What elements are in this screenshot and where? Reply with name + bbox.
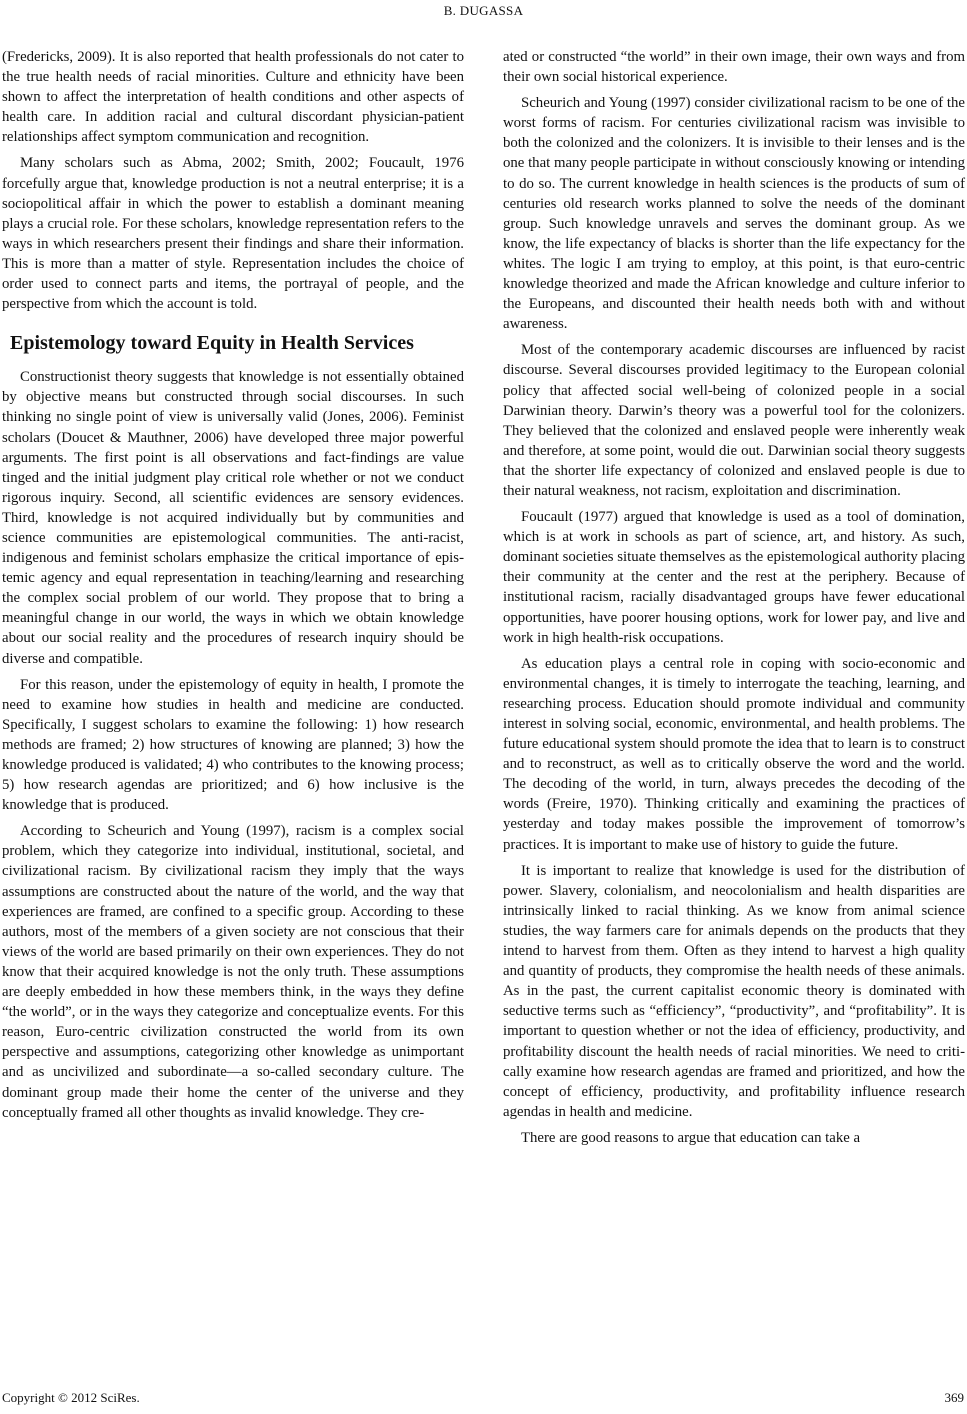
- paragraph: ated or constructed “the world” in their own image, their own ways and from their own social historical experience.: [503, 49, 965, 86]
- paragraph: Constructionist theory suggests that knowledge is not essentially obtained by objective means but constructed through social discourses. In such thinking no single point of view is universally valid (Jones, 2006). Feminist scholars (Doucet & Mauthner, 2006) have developed three major powerful arguments. The first point is all observations and fact-findings are value tinged and the initial judgment play critical role whether or not we conduct rigorous inquiry. Second, all scientific evidences are sensory evidences. Third, knowledge is not acquired individually but by communities and science communities are epistemological communities. The anti-racist, indigenous and feminist scholars emphasize the critical importance of epistemic agency and equal representation in teaching/learning and researching the complex social problem of our world. They propose that to bring a meaningful change in our world, the ways in which we obtain knowledge about our social reality and the procedures of research inquiry should be diverse and compatible.: [2, 369, 464, 667]
- section-heading: Epistemology toward Equity in Health Services: [10, 332, 414, 355]
- paragraph: Many scholars such as Abma, 2002; Smith, 2002; Foucault, 1976 forcefully argue that, knowledge production is not a neutral enterprise; it is a sociopolitical affair in which the power to establish a dominant meaning plays a crucial role. For these scholars, knowledge representation refers to the ways in which researchers present their findings and share their information. This is more than a matter of style. Representation includes the choice of order used to connect parts and items, the portrayal of people, and the perspective from which the account is told.: [2, 155, 464, 313]
- paragraph: Most of the contemporary academic discourses are influenced by racist discourse. Several discourses provided legitimacy to the European colonial policy that affected social well-being of colonized people in a social Darwinian theory. Darwin’s theory was a powerful tool for the colonizers. They believed that the colonized and enslaved people were inherently weak and therefore, at some point, would die out. Darwinian social theory suggests that the shorter life expectancy of colonized and enslaved people is due to their natural weakness, not racism, exploitation and discrimination.: [503, 342, 965, 499]
- right-column: [503, 47, 965, 1154]
- paragraph: For this reason, under the epistemology of equity in health, I promote the need to examine how studies in health and medicine are conducted. Specifically, I suggest scholars to examine the following: 1) how research methods are framed; 2) how structures of knowing are planned; 3) how the knowledge produced is validated; 4) who contributes to the knowing process; 5) how research agendas are prioritized; and 6) how inclusive is the knowledge that is produced.: [2, 676, 464, 814]
- paragraph: Scheurich and Young (1997) consider civilizational racism to be one of the worst forms of racism. For centuries civilizational racism was invisible to both the colonized and the colonizers. It is invisible to their lenses and is the one that many people participate in without consciously knowing or intending to do so. The current knowledge in health sciences is the products of sum of centuries old research works planned to solve the needs of the dominant group. Such knowledge unravels and serves the dominant group. As we know, the life expectancy of blacks is shorter than the life expectancy for the whites. The logic I am trying to employ, at this point, is that euro-centric knowledge theorized and made the African knowledge and culture inferior to the Europeans, and discounted their health needs both with and without awareness.: [503, 95, 965, 333]
- page-number: 369: [944, 1390, 964, 1405]
- copyright-notice: Copyright © 2012 SciRes.: [2, 1390, 140, 1405]
- running-head: B. DUGASSA: [443, 3, 524, 18]
- paragraph: It is important to realize that knowledge is used for the distribution of power. Slavery, colonialism, and neocolonialism and health disparities are intrinsically linked to racial thinking. As we know from animal science studies, the way farmers care for animals depends on the products that they intend to harvest from them. Often as they intend to harvest a high quality and quantity of products, they compromise the health needs of these animals. As in the past, the current capitalist economic theory is dominated with seductive terms such as “efficiency”, “productivity”, and “profitability”. It is important to question whether or not the idea of efficiency, productivity, and profitability discount the health needs of racial minorities. We need to critically examine how research agendas are framed and prioritized, and how the concept of efficiency, productivity, and profitability influence research agendas in health and medicine.: [503, 862, 965, 1120]
- paragraph: (Fredericks, 2009). It is also reported that health professionals do not cater to the true health needs of racial minorities. Culture and ethnicity have been shown to affect the interpretation of health conditions and other aspects of health care. In addition racial and cultural discordant physician-patient relationships affect symptom communication and recognition.: [2, 49, 464, 146]
- paragraph: As education plays a central role in coping with socio-economic and environmental changes, it is timely to interrogate the teaching, learning, and researching process. Education should promote individual and community interest in solving social, economic, environmental, and health problems. The future educational system should promote the idea that to learn is to construct and to reconstruct, as well as to critically observe the word and the world. The decoding of the world, in turn, always precedes the decoding of the words (Freire, 1970). Thinking critically and examining the practices of yesterday and today makes possible the improvement of tomorrow’s practices. It is important to make use of history to guide the future.: [503, 655, 965, 853]
- left-column: [2, 47, 464, 1129]
- paragraph: According to Scheurich and Young (1997), racism is a complex social problem, which they categorize into individual, institutional, societal, and civilizational racism. By civilizational racism they imply that the ways assumptions are constructed about the nature of the world, and the way that experiences are framed, are confined to a specific group. According to these authors, most of the members of a given society are not conscious that their views of the world are based primarily on their own experiences. They do not know that their acquired knowledge is not the only truth. These assumptions are deeply embedded in how these members think, in the ways they define “the world”, or in the ways they categorize and conceptualize events. For this reason, Euro-centric civilization constructed the world from its own perspective and assumptions, categorizing other knowledge as unimportant and as uncivilized and subordinate—a so-called secondary culture. The dominant group made their home the center of the universe and they conceptually framed all other thoughts as invalid knowledge. They cre-: [2, 823, 464, 1121]
- paragraph: There are good reasons to argue that education can take a: [521, 1129, 861, 1146]
- paragraph: Foucault (1977) argued that knowledge is used as a tool of domination, which is at work in schools as part of science, art, and history. As such, dominant societies situate themselves as the epistemological authority placing their community at the center and the rest at the periphery. Because of institutional racism, racially disadvantaged groups have fewer educational opportunities, have poorer housing options, work for lower pay, and live and work in high health-risk occupations.: [503, 509, 965, 646]
